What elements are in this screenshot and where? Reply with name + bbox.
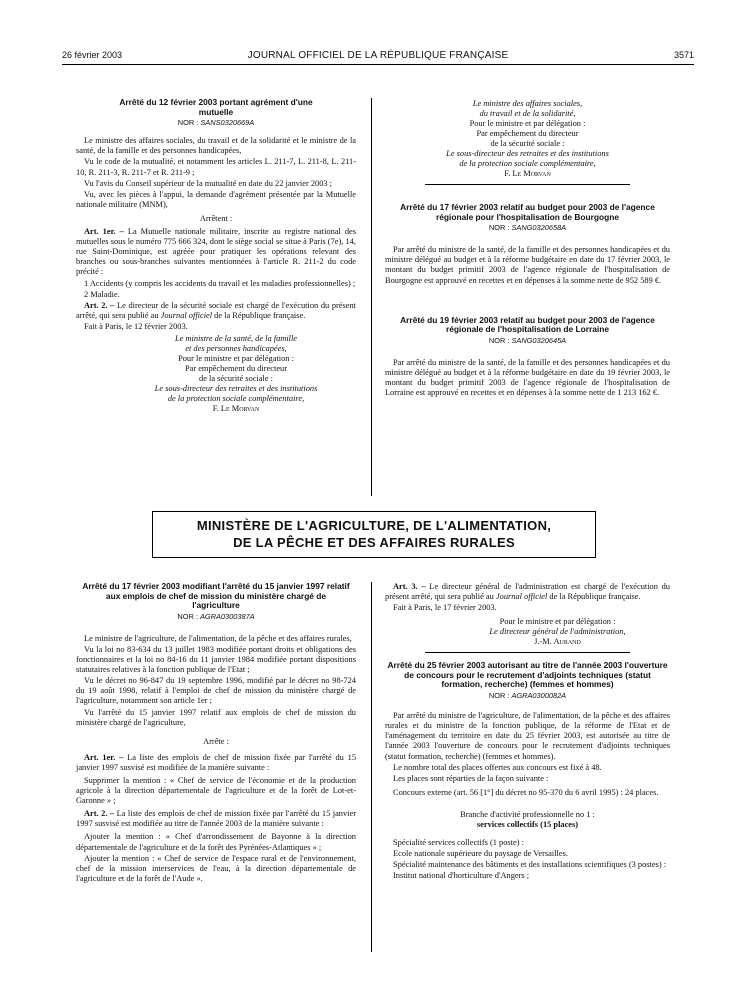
paragraph: Vu le décret no 96-847 du 19 septembre 1996, modifié par le décret no 98-724 du 19 août 1998, relatif à l'emploi de chef de mission du ministère chargé de l'agriculture, notamment son article 1er ; bbox=[76, 676, 356, 706]
signatory-name: F. Le Morvan bbox=[212, 403, 260, 413]
column-divider bbox=[371, 582, 372, 952]
paragraph: Par arrêté du ministre de la santé, de la famille et des personnes handicapées et du ministre délégué au budget et à la réforme budgétaire en date du 17 février 2003, le montant du budget primitif 2003 de l'agence régionale de l'hospitalisation de Bourgogne est approuvé en recettes et en dépenses à la somme nette de 952 589 €. bbox=[385, 245, 670, 285]
paragraph: Vu, avec les pièces à l'appui, la demande d'agrément présentée par la Mutuelle nationale militaire (MNM), bbox=[76, 189, 356, 209]
fait-line: Fait à Paris, le 17 février 2003. bbox=[393, 603, 497, 613]
signatory-name: F. Le Morvan bbox=[504, 169, 551, 178]
paragraph: Vu le code de la mutualité, et notamment les articles L. 211-7, L. 211-8, L. 211-10, R. 211-3, R. 211-7 et R. 211-9 ; bbox=[76, 157, 356, 177]
section-separator bbox=[425, 652, 630, 653]
header-date: 26 février 2003 bbox=[62, 50, 123, 60]
fait-line: Fait à Paris, le 12 février 2003. bbox=[84, 321, 188, 331]
decree-concours bbox=[385, 661, 670, 881]
branch-subheading: services collectifs (15 places) bbox=[476, 819, 579, 829]
decree-chef-de-mission bbox=[76, 582, 356, 885]
decree-budget-lorraine bbox=[385, 316, 670, 399]
paragraph: Le nombre total des places offertes aux concours est fixé à 48. bbox=[393, 762, 602, 772]
paragraph: Le ministre de l'agriculture, de l'alimentation, de la pêche et des affaires rurales, bbox=[84, 633, 352, 643]
section-separator bbox=[425, 184, 630, 185]
right-column-top bbox=[385, 99, 670, 399]
paragraph: Spécialité maintenance des bâtiments et des installations scientifiques (3 postes) : bbox=[393, 860, 667, 870]
article-1: Art. 1er. – La Mutuelle nationale militaire, inscrite au registre national des mutuelles sous le numéro 775 666 324, dont le siège social se situe à Paris (7e), 14, rue Saint-Dominique, est agréée pour pratiquer les opérations relevant des branches ou sous-branches suivantes mentionnées à l'article R. 211-2 du code précité : bbox=[76, 227, 356, 277]
header-rule bbox=[62, 64, 694, 65]
arrete-heading: Arrête : bbox=[203, 736, 229, 746]
paragraph: Ajouter la mention : « Chef de service de l'espace rural et de l'environnement, chef de la mission interservices de l'eau, à la direction départementale de l'agriculture et de la forêt de l'Aude ». bbox=[76, 853, 356, 883]
ministry-heading: MINISTÈRE DE L'AGRICULTURE, DE L'ALIMENTATION, DE LA PÊCHE ET DES AFFAIRES RURALES bbox=[152, 511, 596, 558]
paragraph: Vu l'arrêté du 15 janvier 1997 relatif aux emplois de chef de mission du ministère chargé de l'agriculture, bbox=[76, 707, 356, 727]
right-column-bottom bbox=[385, 582, 670, 882]
paragraph: Concours externe (art. 56 [1°] du décret no 95-370 du 6 avril 1995) : 24 places. bbox=[393, 787, 659, 797]
decree-nor: NOR : AGRA0300387A bbox=[177, 611, 255, 621]
paragraph: Vu la loi no 83-634 du 13 juillet 1983 modifiée portant droits et obligations des fonctionnaires et la loi no 84-16 du 11 janvier 1984 modifiée portant dispositions statutaires relatives à la fonction publique de l'Etat ; bbox=[76, 644, 356, 675]
decree-title: Arrêté du 25 février 2003 autorisant au titre de l'année 2003 l'ouverture de concours pour le recrutement d'adjoints techniques (statut formation, recherche) (femmes et hommes) bbox=[387, 660, 668, 690]
decree-nor: NOR : SANG0320658A bbox=[488, 223, 567, 233]
paragraph: Vu l'avis du Conseil supérieur de la mutualité en date du 22 janvier 2003 ; bbox=[84, 178, 333, 188]
paragraph: Supprimer la mention : « Chef de service de l'économie et de la production agricole à la direction départementale de l'agriculture et de la forêt de Lot-et-Garonne » ; bbox=[76, 776, 356, 806]
arretent-heading: Arrêtent : bbox=[199, 213, 233, 223]
decree-nor: NOR : SANS0320669A bbox=[177, 118, 255, 128]
header-journal-title: JOURNAL OFFICIEL DE LA RÉPUBLIQUE FRANÇAISE bbox=[247, 50, 509, 61]
decree-title: Arrêté du 19 février 2003 relatif au budget pour 2003 de l'agence régionale de l'hospitalisation de Lorraine bbox=[400, 314, 655, 335]
paragraph: Ajouter la mention : « Chef d'arrondissement de Bayonne à la direction départementale de l'agriculture et de la forêt des Pyrénées-Atlantiques » ; bbox=[76, 832, 356, 852]
article-2: Art. 2. – Le directeur de la sécurité sociale est chargé de l'exécution du présent arrêté, qui sera publié au Journal officiel de la République française. bbox=[76, 300, 357, 320]
paragraph: Ecole nationale supérieure du paysage de Versailles. bbox=[393, 849, 568, 858]
decree-nor: NOR : SANG0320645A bbox=[488, 335, 567, 345]
paragraph: Par arrêté du ministre de la santé, de la famille et des personnes handicapées et du ministre délégué au budget et à la réforme budgétaire en date du 19 février 2003, le montant du budget primitif 2003 de l'agence régionale de l'hospitalisation de Lorraine est approuvé en recettes et en dépenses à la somme nette de 1 213 162 €. bbox=[385, 357, 670, 398]
list-item: 2 Maladie. bbox=[84, 289, 120, 299]
decree-nor: NOR : AGRA0300082A bbox=[488, 691, 567, 701]
paragraph: Le ministre des affaires sociales, du travail et de la solidarité et le ministre de la santé, de la famille et des personnes handicapées, bbox=[76, 136, 356, 156]
paragraph: Spécialité services collectifs (1 poste) : bbox=[393, 837, 524, 847]
paragraph: Par arrêté du ministre de l'agriculture, de l'alimentation, de la pêche et des affaires rurales et du ministre de la fonction publique, de la réforme de l'Etat et de l'aménagement du territoire en date du 25 février 2003, est autorisée au titre de l'année 2003 l'ouverture de concours pour le recrutement d'adjoints techniques (statut formation, recherche) (femmes et hommes). bbox=[385, 711, 670, 761]
signature-block: Le ministre de la santé, de la famille et des personnes handicapées, Pour le ministre et par délégation : Par empêchement du directeur de la sécurité sociale : Le sous-directeur des retraites et des institutions de la protection sociale complémentaire, F. Le Morvan bbox=[76, 334, 356, 414]
article-2: Art. 2. – La liste des emplois de chef de mission fixée par l'arrêté du 15 janvier 1997 susvisé est modifiée au titre de l'année 2003 de la manière suivante : bbox=[76, 809, 356, 829]
list-item: 1 Accidents (y compris les accidents du travail et les maladies professionnelles) ; bbox=[84, 278, 356, 288]
branch-heading: Branche d'activité professionnelle no 1 : bbox=[460, 809, 595, 819]
decree-title: Arrêté du 17 février 2003 relatif au budget pour 2003 de l'agence régionale pour l'hospitalisation de Bourgogne bbox=[400, 202, 655, 222]
decree-title: Arrêté du 12 février 2003 portant agrément d'une mutuelle bbox=[119, 97, 313, 117]
decree-budget-bourgogne bbox=[385, 203, 670, 286]
paragraph: Les places sont réparties de la façon suivante : bbox=[393, 773, 549, 783]
decree-title: Arrêté du 17 février 2003 modifiant l'arrêté du 15 janvier 1997 relatif aux emplois de chef de mission du ministère chargé de l'agriculture bbox=[82, 581, 350, 611]
decree-mutuelle bbox=[76, 98, 356, 414]
page-header bbox=[62, 50, 694, 64]
article-1: Art. 1er. – La liste des emplois de chef de mission fixée par l'arrêté du 15 janvier 1997 susvisé est modifiée de la manière suivante : bbox=[76, 752, 357, 772]
article-3: Art. 3. – Le directeur général de l'administration est chargé de l'exécution du présent arrêté, qui sera publié au Journal officiel de la République française. bbox=[385, 582, 670, 602]
signature-block: Le ministre des affaires sociales, du travail et de la solidarité, Pour le ministre et par délégation : Par empêchement du directeur de la sécurité sociale : Le sous-directeur des retraites et des institutions de la protection sociale complémentaire, F. Le Morvan bbox=[385, 99, 670, 179]
paragraph: Institut national d'horticulture d'Angers ; bbox=[393, 871, 530, 881]
column-divider bbox=[371, 98, 372, 496]
signature-block: Pour le ministre et par délégation : Le directeur général de l'administration, J.-M. Aurand bbox=[385, 617, 670, 647]
signatory-name: J.-M. Aurand bbox=[534, 637, 581, 647]
header-page-number: 3571 bbox=[673, 50, 694, 60]
